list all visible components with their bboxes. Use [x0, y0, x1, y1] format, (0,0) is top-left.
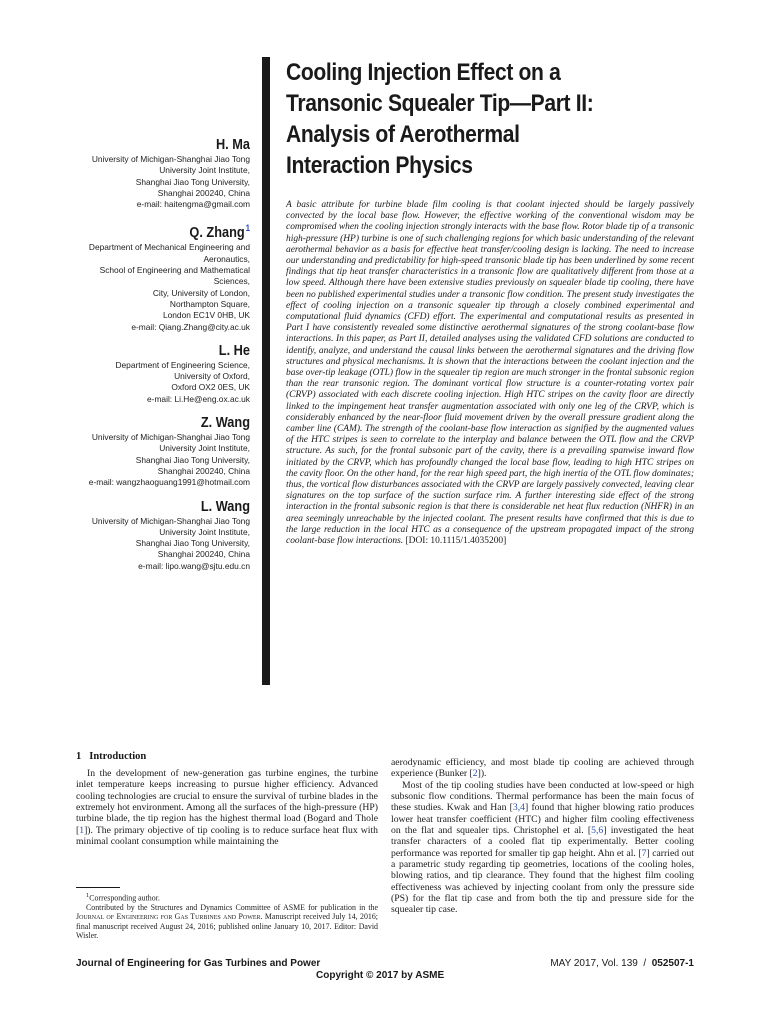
title-accent-bar — [262, 57, 270, 685]
title-line: Interaction Physics — [286, 152, 473, 179]
author-affiliation — [80, 432, 250, 488]
footnote-received: Contributed by the Structures and Dynamics Committee of ASME for publication in the Journal of Engineering for Gas Turbines and Power. Manuscript received July 14, 2016; final manuscript received August 24, 2016; published online January 10, 2017. Editor: David Wisler. — [76, 902, 378, 940]
author-affiliation — [80, 360, 250, 405]
author-email: e-mail: Qiang.Zhang@city.ac.uk — [131, 321, 250, 332]
author-email: e-mail: lipo.wang@sjtu.edu.cn — [138, 560, 250, 571]
affiliation-line: School of Engineering and Mathematical — [99, 265, 250, 276]
author-affiliation — [80, 154, 250, 210]
affiliation-line: Sciences, — [213, 276, 250, 287]
body-column-left — [76, 768, 378, 847]
author-name: L. He — [218, 342, 250, 359]
affiliation-line: Shanghai 200240, China — [157, 465, 250, 476]
author-email: e-mail: Li.He@eng.ox.ac.uk — [147, 393, 250, 404]
affiliation-line: Northampton Square, — [169, 298, 250, 309]
affiliation-line: Shanghai Jiao Tong University, — [135, 538, 250, 549]
journal-name: Journal of Engineering for Gas Turbines and Power — [76, 958, 321, 969]
corresponding-author-mark[interactable]: 1 — [245, 223, 250, 234]
author-list — [80, 136, 250, 581]
author-name: Q. Zhang$^1$ — [189, 223, 250, 242]
footnotes — [76, 891, 378, 940]
author-name: L. Wang — [200, 498, 250, 515]
section-number: 1 — [76, 751, 82, 762]
citation-link[interactable]: 7 — [641, 847, 647, 859]
title-line: Analysis of Aerothermal — [286, 121, 520, 148]
author-email: e-mail: wangzhaoguang1991@hotmail.com — [88, 477, 250, 488]
affiliation-line: Shanghai 200240, China — [157, 549, 250, 560]
affiliation-line: London EC1V 0HB, UK — [162, 310, 250, 321]
affiliation-line: City, University of London, — [152, 287, 250, 298]
affiliation-line: University Joint Institute, — [159, 443, 250, 454]
author-block — [80, 414, 250, 488]
author-name: Z. Wang — [200, 415, 250, 432]
copyright: Copyright © 2017 by ASME — [316, 970, 445, 981]
title-line: Cooling Injection Effect on a — [286, 59, 561, 86]
section-title: Introduction — [89, 751, 147, 762]
affiliation-line: Aeronautics, — [203, 253, 250, 264]
author-block — [80, 219, 250, 332]
page-id: 052507-1 — [651, 958, 694, 969]
affiliation-line: University of Oxford, — [174, 371, 250, 382]
affiliation-line: University Joint Institute, — [159, 165, 250, 176]
affiliation-line: Oxford OX2 0ES, UK — [171, 382, 250, 393]
affiliation-line: Department of Engineering Science, — [115, 359, 250, 370]
paragraph: Most of the tip cooling studies have been conducted at low-speed or high subsonic flow conditions. Thermal performance has been the main focus of these studies. Kwak and Han [3,4] found that higher blowing ratio produces lower heat transfer coefficient (HTC) and higher film cooling effectiveness on the flat and squealer tips. Christophel et al. [5,6] investigated the heat transfer characters of a cooled flat tip experimentally. Better cooling performance was reported for smaller tip gap height. Ahn et al. [7] carried out a parametric study regarding tip geometries, locations of the cooling holes, blowing ratios, and tip clearance. They found that the highest film cooling effectiveness was achieved by injecting coolant from only the pressure side (PS) for the flat tip case and from both the tip and pressure side for the squealer tip case. — [391, 779, 694, 916]
affiliation-line: University of Michigan-Shanghai Jiao Tong — [91, 154, 250, 164]
footnote-rule — [76, 887, 120, 888]
affiliation-line: Shanghai Jiao Tong University, — [135, 454, 250, 465]
paragraph: In the development of new-generation gas turbine engines, the turbine inlet temperature keeps increasing to pursue higher efficiency. Advanced cooling technologies are crucial to ensure the survival of turbine blades in the extremely hot environment. Among all the surfaces of the high-pressure (HP) turbine blade, the tip region has the highest thermal load (Bogard and Thole [1]). The primary objective of tip cooling is to reduce surface heat flux with minimal coolant consumption while maintaining the — [76, 768, 378, 848]
title-line: Transonic Squealer Tip—Part II: — [286, 90, 594, 117]
affiliation-line: University of Michigan-Shanghai Jiao Tong — [91, 515, 250, 526]
section-heading — [76, 751, 146, 762]
citation-link[interactable]: 5,6 — [591, 825, 604, 837]
citation-link[interactable]: 2 — [472, 768, 478, 780]
abstract — [286, 200, 694, 547]
author-affiliation — [80, 516, 250, 572]
paragraph: aerodynamic efficiency, and most blade tip cooling are achieved through experience (Bunker [2]). — [391, 757, 694, 780]
affiliation-line: University of Michigan-Shanghai Jiao Tong — [91, 432, 250, 443]
affiliation-line: Shanghai 200240, China — [157, 187, 250, 198]
doi[interactable]: [DOI: 10.1115/1.4035200] — [405, 536, 507, 547]
body-column-right — [391, 757, 694, 916]
author-block — [80, 498, 250, 572]
affiliation-line: Department of Mechanical Engineering and — [88, 242, 250, 253]
author-email: e-mail: haitengma@gmail.com — [136, 199, 250, 210]
citation-link[interactable]: 1 — [79, 824, 85, 836]
citation-link[interactable]: 3,4 — [512, 802, 525, 814]
affiliation-line: Shanghai Jiao Tong University, — [135, 176, 250, 187]
author-affiliation — [80, 242, 250, 332]
paper-title — [286, 57, 664, 181]
author-name: H. Ma — [215, 137, 250, 153]
author-block — [80, 342, 250, 405]
footnote-corresponding: $^1$Corresponding author. — [86, 892, 160, 903]
issue-info: MAY 2017, Vol. 139 / 052507-1 — [550, 958, 694, 969]
affiliation-line: University Joint Institute, — [159, 526, 250, 537]
abstract-text: A basic attribute for turbine blade film cooling is that coolant injected should be largely passively convected by the local base flow. However, the effective working of the conventional wisdom may be compromised when the cooling injection strongly interacts with the base flow. Rotor blade tip of a transonic high-pressure (HP) turbine is one of such challenging regions for which basic understanding of the relevant aerothermal behavior as a basis for effective heat transfer/cooling design is lacking. The need to increase our understanding and predictability for high-speed transonic blade tip has been underlined by some recent findings that tip heat transfer characteristics in a transonic flow are qualitatively different from those at a low speed. Although there have been extensive studies previously on squealer blade tip cooling, there have been no published experimental studies under a transonic flow condition. The present study investigates the effect of cooling injection on a transonic squealer tip through a closely combined experimental and computational fluid dynamics (CFD) effort. The experimental and computational results as presented in Part I have consistently revealed some distinctive aerothermal signatures of the strong coolant-base flow interactions. In this paper, as Part II, detailed analyses using the validated CFD solutions are conducted to identify, analyze, and understand the causal links between the aerothermal signatures and the driving flow structures and physical mechanisms. It is shown that the interactions between the coolant injection and the base over-tip leakage (OTL) flow in the squealer tip region are much stronger in the frontal subsonic region than the rear transonic region. The dominant vortical flow structure is a counter-rotating vortex pair (CRVP) associated with each discrete cooling injection. High HTC stripes on the cavity floor are directly linked to the impingement heat transfer augmentation associated with only one leg of the CRVP, which is considerably enhanced by the near-floor fluid movement driven by the overall pressure gradient along the camber line (CAM). The strength of the coolant-base flow interaction as signified by the augmented values of the HTC stripes is seen to correlate to the interplay and balance between the OTL flow and the CRVP structure. As such, for the frontal subsonic part of the cavity, there is a prevailing spanwise inward flow initiated by the CRVP, which has profoundly changed the local base flow, leading to high HTC stripes on the cavity floor. On the other hand, for the rear high speed part, the high inertia of the OTL flow dominates; thus, the vortical flow disturbances associated with the CRVP are largely passively convected, leaving clear signatures on the top surface of the suction surface rim. A further interesting side effect of the strong interaction in the frontal subsonic region is that there is considerable net heat flux reduction (NHFR) in an area seemingly unreachable by the injected coolant. The present results have confirmed that this is due to the large reduction in the local HTC as a consequence of the upstream propagated impact of the strong coolant-base flow interactions. — [286, 200, 694, 547]
author-block — [80, 136, 250, 210]
